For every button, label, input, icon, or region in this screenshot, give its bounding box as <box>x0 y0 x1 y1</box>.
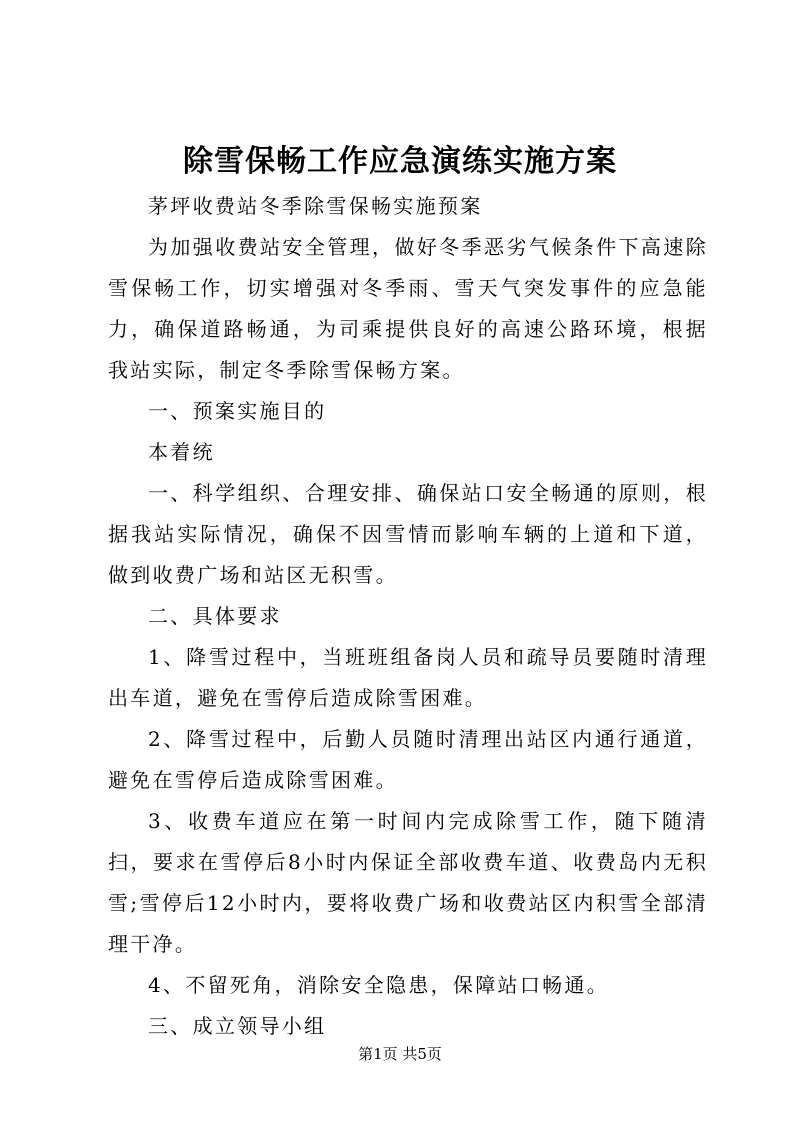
requirement-item-3: 3、收费车道应在第一时间内完成除雪工作，随下随清扫，要求在雪停后8小时内保证全部收费车道、收费岛内无积雪;雪停后12小时内，要将收费广场和收费站区内积雪全部清理干净。 <box>108 809 708 956</box>
paragraph-principle-start: 本着统 <box>148 440 215 464</box>
section-heading-leadership: 三、成立领导小组 <box>148 1014 327 1038</box>
document-body <box>108 186 708 1047</box>
section-heading-requirements: 二、具体要求 <box>148 604 282 628</box>
requirement-item-1: 1、降雪过程中，当班班组备岗人员和疏导员要随时清理出车道，避免在雪停后造成除雪困难。 <box>108 645 708 710</box>
paragraph-subtitle: 茅坪收费站冬季除雪保畅实施预案 <box>148 194 483 218</box>
requirement-item-4: 4、不留死角，消除安全隐患，保障站口畅通。 <box>148 973 610 997</box>
document-title: 除雪保畅工作应急演练实施方案 <box>183 144 617 179</box>
paragraph-intro: 为加强收费站安全管理，做好冬季恶劣气候条件下高速除雪保畅工作，切实增强对冬季雨、雪天气突发事件的应急能力，确保道路畅通，为司乘提供良好的高速公路环境，根据我站实际，制定冬季除雪保畅方案。 <box>108 235 708 382</box>
section-heading-purpose: 一、预案实施目的 <box>148 399 327 423</box>
page-number-footer: 第1页 共5页 <box>358 1045 442 1063</box>
requirement-item-2: 2、降雪过程中，后勤人员随时清理出站区内通行通道，避免在雪停后造成除雪困难。 <box>108 727 708 792</box>
paragraph-principle: 一、科学组织、合理安排、确保站口安全畅通的原则，根据我站实际情况，确保不因雪情而影响车辆的上道和下道，做到收费广场和站区无积雪。 <box>108 481 708 587</box>
